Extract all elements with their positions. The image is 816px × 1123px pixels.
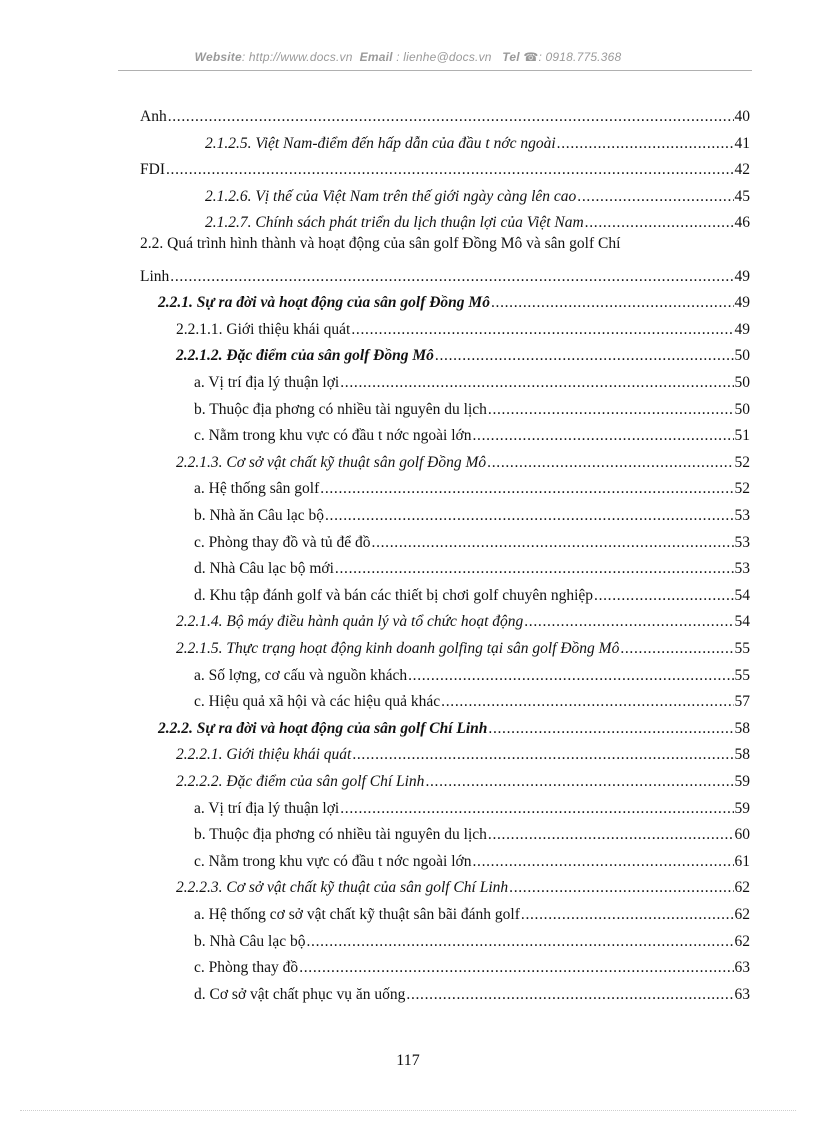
toc-entry-page: 54 [734,586,750,604]
toc-entry [194,819,750,845]
toc-dot-leader [594,586,733,606]
toc-entry [140,101,750,127]
toc-entry-title: a. Vị trí địa lý thuận lợi [194,799,340,817]
header-divider [118,70,752,71]
toc-entry-page: 62 [734,906,750,923]
toc-entry [140,234,750,260]
toc-entry-page: 49 [734,267,750,285]
toc-entry [194,367,750,393]
toc-dot-leader [352,745,733,765]
page-header [0,50,816,64]
toc-entry [140,154,750,180]
toc-entry [176,872,750,898]
toc-entry-title: 2.2.1.1. Giới thiệu khái quát [176,320,351,338]
toc-entry-page: 41 [734,134,750,152]
toc-dot-leader [335,559,734,579]
toc-entry-page: 46 [734,214,750,232]
toc-entry-page: 52 [734,453,750,471]
toc-dot-leader [340,799,733,819]
toc-entry-title: d. Cơ sở vật chất phục vụ ăn uống [194,985,406,1003]
toc-entry [194,527,750,553]
toc-entry [194,500,750,526]
website-value: : http://www.docs.vn [241,50,353,64]
toc-entry-page: 51 [734,427,750,445]
toc-dot-leader [488,400,734,420]
toc-entry [194,660,750,686]
toc-dot-leader [521,905,734,925]
toc-dot-leader [299,958,733,978]
toc-entry-title: 2.2. Quá trình hình thành và hoạt động của sân golf Đồng Mô và sân golf Chí [140,235,621,252]
toc-dot-leader [435,346,734,366]
toc-entry-page: 55 [734,640,750,657]
toc-dot-leader [524,612,733,632]
toc-dot-leader [408,666,733,686]
toc-entry-title: 2.2.2.1. Giới thiệu khái quát [176,746,352,764]
toc-entry [176,340,750,366]
toc-entry-page: 63 [734,959,750,977]
toc-dot-leader [168,107,734,127]
toc-entry-title: c. Phòng thay đồ và tủ để đồ [194,533,371,551]
toc-entry-page: 40 [734,108,750,125]
toc-entry-title: 2.1.2.5. Việt Nam-điểm đến hấp dẫn của đầu t nớc ngoài [205,134,556,152]
toc-dot-leader [488,825,734,845]
phone-icon: ☎ [523,50,539,64]
website-label: Website [194,50,242,64]
toc-entry-title: c. Nằm trong khu vực có đầu t nớc ngoài lớn [194,427,472,445]
toc-entry [205,128,750,154]
toc-dot-leader [577,187,733,207]
toc-entry [194,846,750,872]
toc-dot-leader [325,506,734,526]
toc-dot-leader [620,639,733,659]
toc-entry [194,580,750,606]
toc-entry-title: c. Hiệu quả xã hội và các hiệu quả khác [194,693,441,711]
toc-entry-title: 2.2.1.3. Cơ sở vật chất kỹ thuật sân golf Đồng Mô [176,453,487,471]
toc-entry [176,766,750,792]
toc-entry-title: c. Phòng thay đồ [194,959,299,977]
toc-entry-page: 53 [734,560,750,578]
toc-entry-title: 2.2.1.4. Bộ máy điều hành quản lý và tổ chức hoạt động [176,613,524,631]
toc-entry-title: a. Hệ thống sân golf [194,480,320,498]
toc-dot-leader [340,373,733,393]
toc-entry-title: 2.2.1.2. Đặc điểm của sân golf Đồng Mô [176,347,434,365]
toc-entry-page: 49 [734,320,750,338]
toc-entry-page: 52 [734,480,750,498]
toc-dot-leader [585,213,734,233]
toc-dot-leader [372,533,734,553]
toc-dot-leader [509,878,733,898]
toc-entry-page: 61 [734,852,750,870]
toc-dot-leader [166,160,734,180]
toc-dot-leader [491,293,734,313]
toc-entry-page: 53 [734,533,750,551]
toc-entry-page: 50 [734,347,750,365]
bottom-divider [20,1110,796,1111]
toc-entry-title: b. Nhà Câu lạc bộ [194,932,306,950]
toc-entry-title: 2.1.2.7. Chính sách phát triển du lịch thuận lợi của Việt Nam [205,214,584,232]
toc-dot-leader [472,852,733,872]
toc-entry-title: d. Khu tập đánh golf và bán các thiết bị chơi golf chuyên nghiệp [194,586,594,604]
toc-dot-leader [306,932,733,952]
toc-entry [176,314,750,340]
tel-value: : 0918.775.368 [538,50,622,64]
toc-entry [205,181,750,207]
tel-label: Tel [502,50,520,64]
toc-entry-page: 62 [734,932,750,950]
toc-entry-title: Anh [140,108,167,125]
toc-dot-leader [488,719,733,739]
toc-entry-title: 2.2.2. Sự ra đời và hoạt động của sân golf Chí Linh [158,719,488,737]
page-number: 117 [396,1052,420,1069]
toc-entry-page: 49 [734,294,750,312]
toc-entry [176,633,750,659]
toc-entry-title: FDI [140,161,165,179]
toc-entry [176,447,750,473]
toc-entry-page: 53 [734,507,750,524]
toc-entry [158,713,750,739]
toc-dot-leader [487,453,733,473]
toc-dot-leader [170,267,733,287]
toc-entry-title: 2.2.1. Sự ra đời và hoạt động của sân golf Đồng Mô [158,294,490,312]
toc-entry-title: Linh [140,267,170,285]
toc-entry-page: 60 [734,826,750,844]
toc-entry [205,207,750,233]
toc-entry [194,952,750,978]
toc-entry [194,686,750,712]
toc-entry [194,394,750,420]
toc-entry [194,926,750,952]
toc-entry [194,473,750,499]
toc-entry-page: 54 [734,613,750,631]
toc-dot-leader [441,692,733,712]
toc-entry-title: a. Số lợng, cơ cấu và nguồn khách [194,666,408,684]
toc-entry [176,606,750,632]
toc-entry-page: 59 [734,773,750,790]
toc-dot-leader [557,134,734,154]
toc-entry [194,793,750,819]
toc-entry-page: 63 [734,985,750,1003]
toc-entry-title: b. Thuộc địa phơng có nhiều tài nguyên du lịch [194,826,487,844]
toc-entry [194,979,750,1005]
toc-entry-page: 42 [734,161,750,179]
email-value: : lienhe@docs.vn [396,50,492,64]
toc-entry-title: 2.2.2.3. Cơ sở vật chất kỹ thuật của sân golf Chí Linh [176,879,509,897]
toc-entry-title: c. Nằm trong khu vực có đầu t nớc ngoài lớn [194,852,472,870]
toc-entry-title: 2.2.1.5. Thực trạng hoạt động kinh doanh golfing tại sân golf Đồng Mô [176,640,620,657]
toc-entry [158,287,750,313]
toc-entry-page: 45 [734,187,750,205]
toc-dot-leader [472,426,733,446]
toc-entry-page: 55 [734,666,750,684]
toc-entry [176,739,750,765]
toc-entry-page: 58 [734,746,750,764]
toc-entry-title: b. Thuộc địa phơng có nhiều tài nguyên du lịch [194,400,487,418]
toc-entry-title: 2.2.2.2. Đặc điểm của sân golf Chí Linh [176,773,425,790]
toc-dot-leader [406,985,733,1005]
toc-entry-title: a. Hệ thống cơ sở vật chất kỹ thuật sân bãi đánh golf [194,906,520,923]
toc-entry-title: d. Nhà Câu lạc bộ mới [194,560,334,578]
toc-entry-title: 2.1.2.6. Vị thế của Việt Nam trên thế giới ngày càng lên cao [205,187,577,205]
email-label: Email [359,50,393,64]
toc-entry-page: 59 [734,799,750,817]
toc-entry-page: 57 [734,693,750,711]
toc-entry-page: 50 [734,374,750,391]
toc-entry-page: 62 [734,879,750,897]
toc-entry [194,420,750,446]
toc-dot-leader [320,479,733,499]
toc-entry [140,261,750,287]
toc-entry-page: 50 [734,400,750,418]
toc-entry [194,899,750,925]
toc-dot-leader [425,772,733,792]
toc-entry-title: b. Nhà ăn Câu lạc bộ [194,507,324,524]
toc-entry [194,553,750,579]
toc-dot-leader [351,320,733,340]
toc-entry-page: 58 [734,719,750,737]
toc-entry-title: a. Vị trí địa lý thuận lợi [194,374,340,391]
